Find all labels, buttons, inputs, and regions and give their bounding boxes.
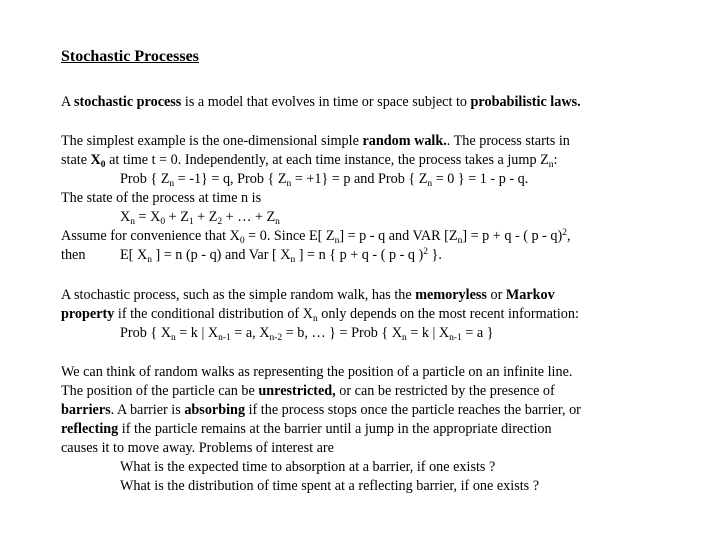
formula-state-sum: $X_n = X_0 + Z_1 + Z_2$ + … + $Z_n$: [120, 209, 280, 227]
random-walk-paragraph: [61, 132, 571, 265]
term-stochastic-process: stochastic process: [74, 94, 182, 110]
term-random-walk: random walk.: [362, 133, 447, 149]
text-line: barriers. A barrier is absorbing if the process stops once the particle reaches the barrier, or: [61, 402, 581, 418]
term-unrestricted: unrestricted,: [258, 383, 336, 399]
term-reflecting: reflecting: [61, 421, 119, 437]
text-line: state $X_0$ at time t = 0. Independently, at each time instance, the process takes a jump $Z_n$:: [61, 152, 558, 170]
markov-paragraph: [61, 286, 579, 343]
text-line: A stochastic process is a model that evolves in time or space subject to probabilistic laws.: [61, 94, 581, 110]
term-x0: $X_0$: [90, 152, 106, 170]
text-line: The state of the process at time n is: [61, 190, 262, 206]
formula-jump-probabilities: Prob { $Z_n = -1\} = q$, Prob { $Z_n = +1\} = p$ and Prob { $Z_n = 0$ } = 1 - p - q.: [120, 171, 529, 189]
formula-expectation-variance: then E[ $X_n$ ] = n (p - q) and Var [ $X_n$ ] = n { p + q - ( p - q )$^2$ }.: [61, 247, 442, 265]
term-property: property: [61, 306, 115, 322]
barriers-paragraph: [61, 363, 581, 496]
formula-markov-property: Prob { $X_n = k$ | $X_{n-1} = a$, $X_{n-2} = b$, … } = Prob { $X_n = k$ | $X_{n-1} = a$ }: [120, 325, 494, 343]
text-line: Assume for convenience that $X_0 = 0$. Since E[ $Z_n] = p - q$ and VAR $[Z_n] = p + q$ - ( p - q)$^2$,: [61, 228, 571, 246]
text-line: We can think of random walks as representing the position of a particle on an infinite line.: [61, 364, 573, 380]
text-line: reflecting if the particle remains at the barrier until a jump in the appropriate direction: [61, 421, 552, 437]
text-line: A stochastic process, such as the simple random walk, has the memoryless or Markov: [61, 287, 555, 303]
question-reflecting: What is the distribution of time spent at a reflecting barrier, if one exists ?: [120, 478, 540, 494]
text-line: property if the conditional distribution of $X_n$ only depends on the most recent information:: [61, 306, 579, 324]
intro-paragraph: [61, 93, 581, 112]
question-absorption: What is the expected time to absorption at a barrier, if one exists ?: [120, 459, 496, 475]
text-line: The simplest example is the one-dimensional simple random walk.. The process starts in: [61, 133, 570, 149]
term-markov: Markov: [505, 287, 555, 303]
term-memoryless: memoryless: [415, 287, 487, 303]
page-title: Stochastic Processes: [61, 48, 199, 65]
term-absorbing: absorbing: [184, 402, 246, 418]
term-probabilistic-laws: probabilistic laws.: [470, 94, 581, 110]
text-line: causes it to move away. Problems of interest are: [61, 440, 334, 456]
term-barriers: barriers: [61, 402, 111, 418]
text-line: The position of the particle can be unrestricted, or can be restricted by the presence of: [61, 383, 555, 399]
